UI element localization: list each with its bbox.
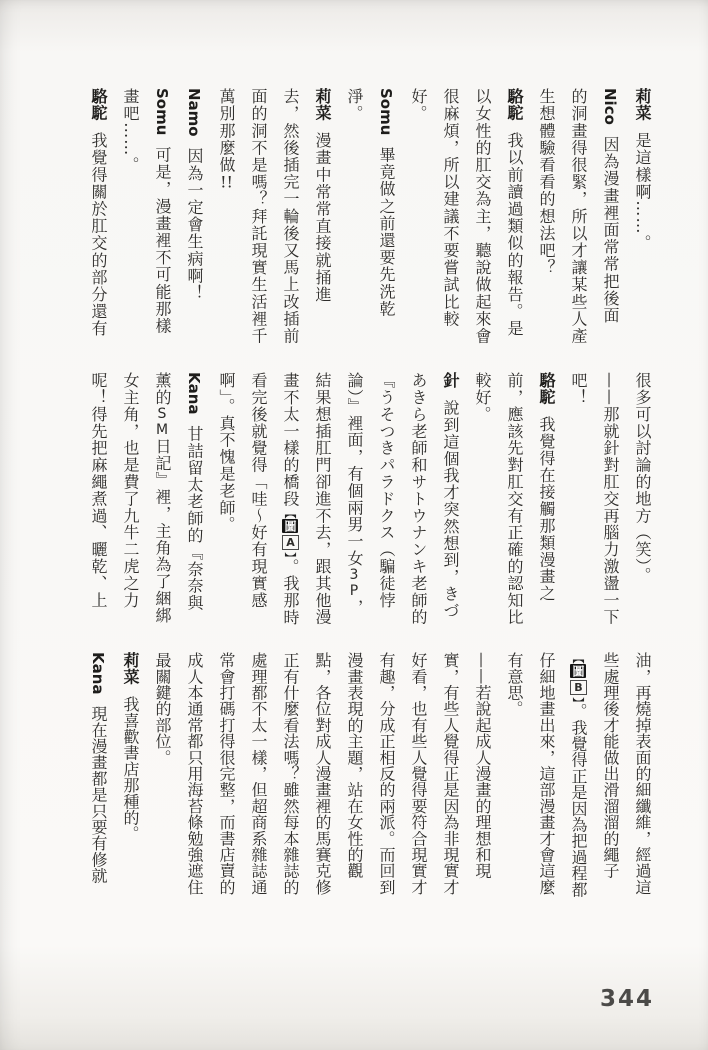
text-column [274,372,306,630]
page-number: 344 [599,986,654,1012]
column-text: 啊」。真不愧是老師。 [217,372,236,533]
text-column [402,372,434,630]
text-column [466,88,498,350]
text-column [114,372,146,630]
column-text: 很多可以討論的地方（笑）。 [633,372,652,584]
column-text: 因為一定會生病啊！ [185,147,204,302]
text-column [370,88,402,350]
text-column [370,372,402,630]
column-text: 很麻煩，所以建議不要嘗試比較 [441,88,460,328]
column-text: 好。 [409,88,428,123]
text-column [562,372,594,630]
upright-char: 3 [346,566,362,583]
text-column [562,88,594,350]
text-column [402,652,434,898]
upright-char: S [154,405,170,422]
column-text: 有意思。 [505,652,524,717]
column-text: 油，再燒掉表面的細纖維，經過這 [633,652,652,895]
column-text: 點，各位對成人漫畫裡的馬賽克修 [313,652,332,895]
text-column [146,652,178,898]
column-text: 實，有些人覺得正是因為非現實才 [441,652,460,895]
figure-box-icon: 圖 [283,520,297,533]
column-text: 面的洞不是嗎？拜託現實生活裡千 [249,88,268,345]
text-band-bottom [82,652,658,898]
column-text: 成人本通常都只用海苔條勉強遮住 [185,652,204,895]
text-column [498,88,530,350]
text-column [210,652,242,898]
column-text: 現在漫畫都是只要有修就 [89,705,108,884]
text-column [402,88,434,350]
column-text: 前，應該先對肛交有正確的認知比 [505,372,524,626]
column-text: ——那就針對肛交再腦力激盪一下 [601,372,620,626]
column-text: 最關鍵的部位。 [153,652,172,766]
text-band-middle [82,372,658,630]
text-column [626,88,658,350]
column-text: 論）』裡面，有個兩男一女3P， [345,372,364,616]
text-column [114,88,146,350]
column-text: 較好。 [473,372,492,423]
column-text: 好看，也有些人覺得要符合現實才 [409,652,428,895]
speaker-name: 針 [441,372,460,389]
text-column [434,652,466,898]
column-text: 我喜歡書店那種的。 [121,696,140,842]
column-text: 結果想插肛門卻進不去，跟其他漫 [313,372,332,626]
column-text: 有趣，分成正相反的兩派。而回到 [377,652,396,895]
column-text: 因為漫畫裡面常常把後面 [601,135,620,325]
column-text: 我覺得關於肛交的部分還有 [89,132,108,338]
text-column [626,652,658,898]
text-column [242,88,274,350]
text-column [466,372,498,630]
column-text: 以女性的肛交為主，聽說做起來會 [473,88,492,345]
speaker-name: 駱駝 [505,88,524,121]
column-text: 去，然後插完一輪後又馬上改插前 [281,88,300,345]
text-column [434,372,466,630]
column-text: 是這樣啊……。 [633,132,652,252]
column-text: 女主角，也是費了九牛二虎之力 [121,372,140,609]
column-text: 看完後就覺得「哇～好有現實感 [249,372,268,609]
text-band-top [82,88,658,350]
speaker-name: Namo [185,88,203,137]
text-column [626,372,658,630]
text-column [242,652,274,898]
column-text: ——若說起成人漫畫的理想和現 [473,652,492,879]
column-text: 處理都不太一樣，但超商系雜誌通 [249,652,268,895]
text-column [594,652,626,898]
text-column [498,372,530,630]
text-column [338,652,370,898]
column-text: 畢竟做之前還要先洗乾 [377,146,396,318]
column-text: 正有什麼看法嗎？雖然每本雜誌的 [281,652,300,895]
text-column [242,372,274,630]
column-text: 甘詰留太老師的『奈奈與 [185,425,204,612]
speaker-name: 莉菜 [633,88,652,121]
text-column [306,372,338,630]
column-text: 漫畫中常常直接就捅進 [313,132,332,303]
figure-ref-a-icon: 【圖A】 [283,507,297,559]
column-text: 常會打碼打得很完整，而書店賣的 [217,652,236,895]
text-column [594,372,626,630]
text-column [306,88,338,350]
column-text: 萬別那麼做!! [217,88,236,190]
text-column [114,652,146,898]
figure-ref-b-icon: 【圖B】 [571,652,585,703]
column-text: 可是，漫畫裡不可能那樣 [153,146,172,335]
double-exclamation: !! [220,173,233,190]
speaker-name: Nico [601,88,619,125]
upright-char: P [346,582,362,599]
text-column [434,88,466,350]
column-text: 我以前讀過類似的報告。是 [505,132,524,338]
column-text: 畫不太一樣的橋段【圖A】。我那時 [281,372,300,626]
text-column [530,652,562,898]
speaker-name: Kana [89,652,107,695]
column-text: 仔細地畫出來，這部漫畫才會這麼 [537,652,556,895]
text-column [562,652,594,898]
text-column [306,652,338,898]
speaker-name: Somu [153,88,171,136]
text-column [210,372,242,630]
column-text: 說到這個我才突然想到，きづ [441,399,460,620]
text-column [594,88,626,350]
column-text: 【圖B】。我覺得正是因為把過程都 [569,652,588,898]
text-column [146,372,178,630]
text-column [338,88,370,350]
column-text: 我覺得在接觸那類漫畫之 [537,416,556,602]
column-text: 畫吧……。 [121,88,140,174]
text-column [530,88,562,350]
column-text: 吧！ [569,372,588,406]
column-text: 些處理後才能做出滑溜溜的繩子 [601,652,620,879]
speaker-name: Somu [377,88,395,136]
column-text: 的洞畫得很緊，所以才讓某些人產 [569,88,588,345]
text-column [274,652,306,898]
column-text: 薰的SM日記』裡，主角為了綑綁 [153,372,172,624]
speaker-name: Kana [185,372,203,415]
text-column [82,372,114,630]
text-column [338,372,370,630]
text-column [370,652,402,898]
text-column [82,652,114,898]
column-text: 生想體驗看看的想法吧？ [537,88,556,277]
text-column [530,372,562,630]
text-column [178,652,210,898]
figure-box-icon: 圖 [571,665,585,677]
text-column [178,88,210,350]
speaker-name: 駱駝 [89,88,108,121]
text-column [274,88,306,350]
text-column [498,652,530,898]
speaker-name: 駱駝 [537,372,556,405]
upright-char: M [154,421,170,438]
column-text: あきら老師和サトウナンキ老師的 [409,372,428,626]
column-text: 漫畫表現的主題，站在女性的觀 [345,652,364,879]
column-text: 呢！得先把麻繩煮過、曬乾、上 [89,372,108,609]
speaker-name: 莉菜 [313,88,332,121]
speaker-name: 莉菜 [121,652,140,685]
text-column [82,88,114,350]
column-text: 淨。 [345,88,364,123]
text-column [146,88,178,350]
column-text: 『うそつきパラドクス（騙徒悖 [377,372,396,609]
text-column [210,88,242,350]
text-column [466,652,498,898]
text-column [178,372,210,630]
